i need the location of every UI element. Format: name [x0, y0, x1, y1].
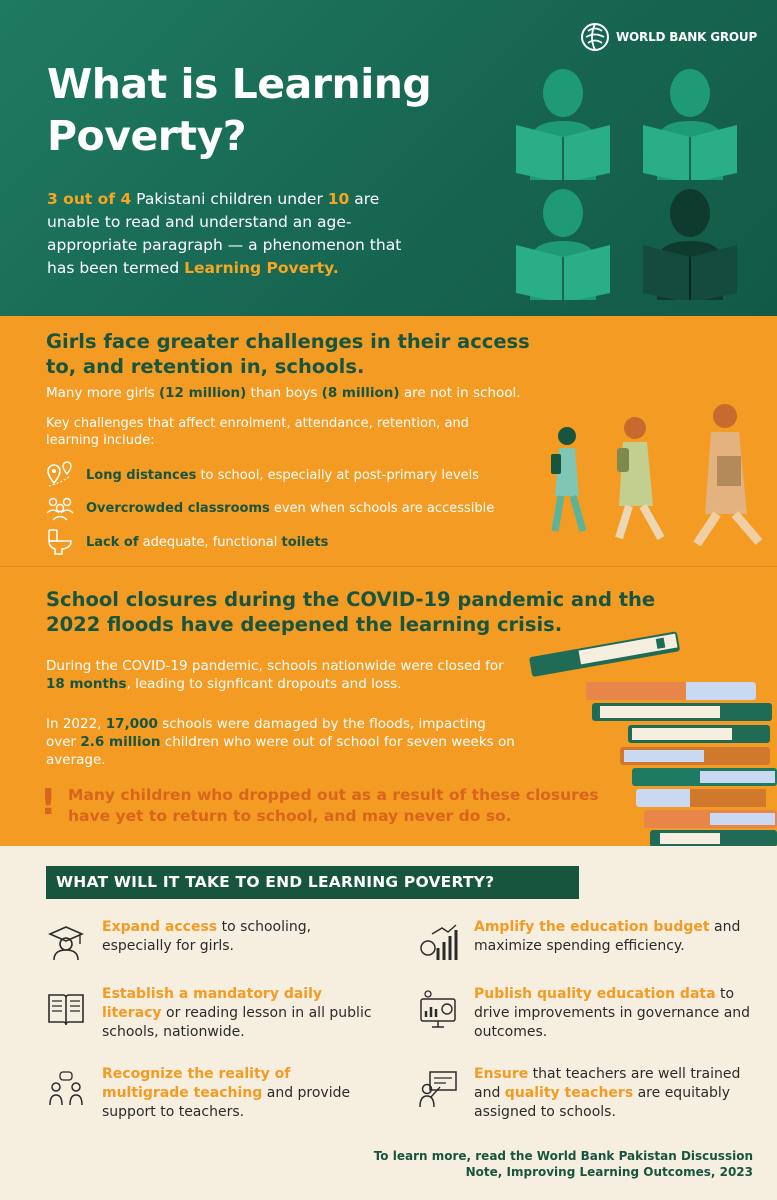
solution-bold: Publish quality education data — [474, 986, 716, 1002]
schools-damaged: 17,000 — [105, 716, 158, 732]
solution-rest: or reading lesson in all public schools, nationwide. — [102, 1005, 372, 1040]
solution-item — [46, 918, 376, 966]
solution-text — [474, 1065, 763, 1122]
covid-closure-text — [46, 657, 506, 693]
solution-text — [102, 918, 376, 966]
data-dashboard-icon — [418, 985, 462, 1042]
solution-item — [418, 1065, 763, 1122]
solution-bold: Recognize the reality of multigrade teaching — [102, 1066, 291, 1101]
solution-text — [474, 918, 763, 966]
toilet-icon — [44, 527, 76, 557]
children-impacted: 2.6 million — [80, 734, 161, 750]
text-fragment: In 2022, — [46, 716, 106, 732]
floods-text — [46, 715, 516, 769]
solution-item — [418, 985, 763, 1042]
challenge-rest: adequate, functional — [138, 534, 282, 550]
challenge-rest: to school, especially at post-primary levels — [196, 467, 480, 483]
lede-age: 10 — [327, 190, 350, 208]
challenge-item — [44, 527, 328, 557]
solution-item — [46, 1065, 376, 1122]
challenge-item — [44, 460, 479, 490]
covid-floods-section — [0, 566, 777, 846]
lede-text-1: Pakistani children under — [131, 190, 328, 208]
map-pin-icon — [44, 460, 76, 490]
solutions-banner: WHAT WILL IT TAKE TO END LEARNING POVERTY? — [46, 866, 579, 899]
walking-girls-illustration — [535, 396, 770, 546]
challenge-item — [44, 493, 494, 523]
solution-text — [102, 985, 376, 1042]
girls-challenges-section — [0, 316, 777, 566]
hero-section — [0, 0, 777, 316]
lede-term: Learning Poverty. — [184, 259, 339, 277]
girls-heading: Girls face greater challenges in their access to, and retention in, schools. — [46, 330, 530, 378]
challenges-intro: Key challenges that affect enrolment, attendance, retention, and learning include: — [46, 416, 469, 448]
learn-more-note: To learn more, read the World Bank Pakistan Discussion Note, Improving Learning Outcomes, 2023 — [373, 1149, 753, 1179]
challenge-bold: toilets — [281, 534, 329, 550]
lede-stat: 3 out of 4 — [47, 190, 132, 208]
solution-bold: Expand access — [102, 919, 218, 935]
solution-bold: Establish a mandatory daily literacy — [102, 986, 323, 1021]
boys-count: (8 million) — [321, 385, 400, 401]
reader-icon — [635, 65, 745, 180]
solution-rest: to schooling, especially for girls. — [102, 919, 312, 954]
reader-icon — [508, 65, 618, 180]
text-fragment: are not in school. — [399, 385, 521, 401]
challenge-text — [86, 535, 328, 550]
text-fragment: schools were damaged by the floods, impacting over — [46, 716, 486, 750]
challenge-bold: Long distances — [86, 467, 197, 483]
solution-rest: that teachers are well trained and — [474, 1066, 741, 1101]
warning-text: Many children who dropped out as a result of these closures have yet to return to school, and may never do so. — [68, 786, 599, 825]
exclamation-icon: ! — [40, 782, 57, 823]
solution-text — [474, 985, 763, 1042]
solution-rest: and maximize spending efficiency. — [474, 919, 741, 954]
challenge-text — [86, 501, 494, 516]
brand-name: WORLD BANK GROUP — [616, 30, 758, 44]
graduate-icon — [46, 918, 90, 966]
text-fragment: , leading to signficant dropouts and loss. — [126, 676, 402, 692]
challenge-bold: Lack of — [86, 534, 139, 550]
hero-lede — [47, 188, 422, 280]
teacher-board-icon — [418, 1065, 462, 1122]
closure-duration: 18 months — [46, 676, 127, 692]
solutions-section — [0, 846, 777, 1200]
open-book-icon — [46, 985, 90, 1042]
book-stack-illustration — [520, 627, 777, 847]
solution-item — [418, 918, 763, 966]
solution-text — [102, 1065, 376, 1122]
solution-rest: to drive improvements in governance and outcomes. — [474, 986, 751, 1040]
crowd-icon — [44, 493, 76, 523]
solution-rest: are equitably assigned to schools. — [474, 1085, 731, 1120]
page-title: What is Learning Poverty? — [47, 60, 432, 160]
teacher-students-icon — [46, 1065, 90, 1122]
solution-bold: quality teachers — [504, 1085, 634, 1101]
lede-text-2: are unable to read and understand an age-appropriate paragraph — a phenomenon that has been termed — [47, 190, 402, 277]
text-fragment: than boys — [246, 385, 322, 401]
solution-rest: and provide support to teachers. — [102, 1085, 351, 1120]
text-fragment: Many more girls — [46, 385, 159, 401]
reader-dark-icon — [635, 185, 745, 300]
text-fragment: During the COVID-19 pandemic, schools nationwide were closed for — [46, 658, 504, 674]
challenge-rest: even when schools are accessible — [269, 500, 495, 516]
text-fragment: children who were out of school for seven weeks on average. — [46, 734, 515, 768]
girls-stat-text — [46, 384, 576, 402]
challenge-text — [86, 468, 479, 483]
reader-icon — [508, 185, 618, 300]
covid-heading: School closures during the COVID-19 pandemic and the 2022 floods have deepened the learning crisis. — [46, 588, 656, 636]
reading-children-illustration — [500, 55, 770, 310]
globe-logo-icon — [580, 22, 610, 52]
challenge-bold: Overcrowded classrooms — [86, 500, 270, 516]
girls-count: (12 million) — [158, 385, 247, 401]
budget-chart-icon — [418, 918, 462, 966]
solution-bold: Ensure — [474, 1066, 529, 1082]
world-bank-logo[interactable] — [580, 22, 757, 52]
solution-bold: Amplify the education budget — [474, 919, 710, 935]
solution-item — [46, 985, 376, 1042]
